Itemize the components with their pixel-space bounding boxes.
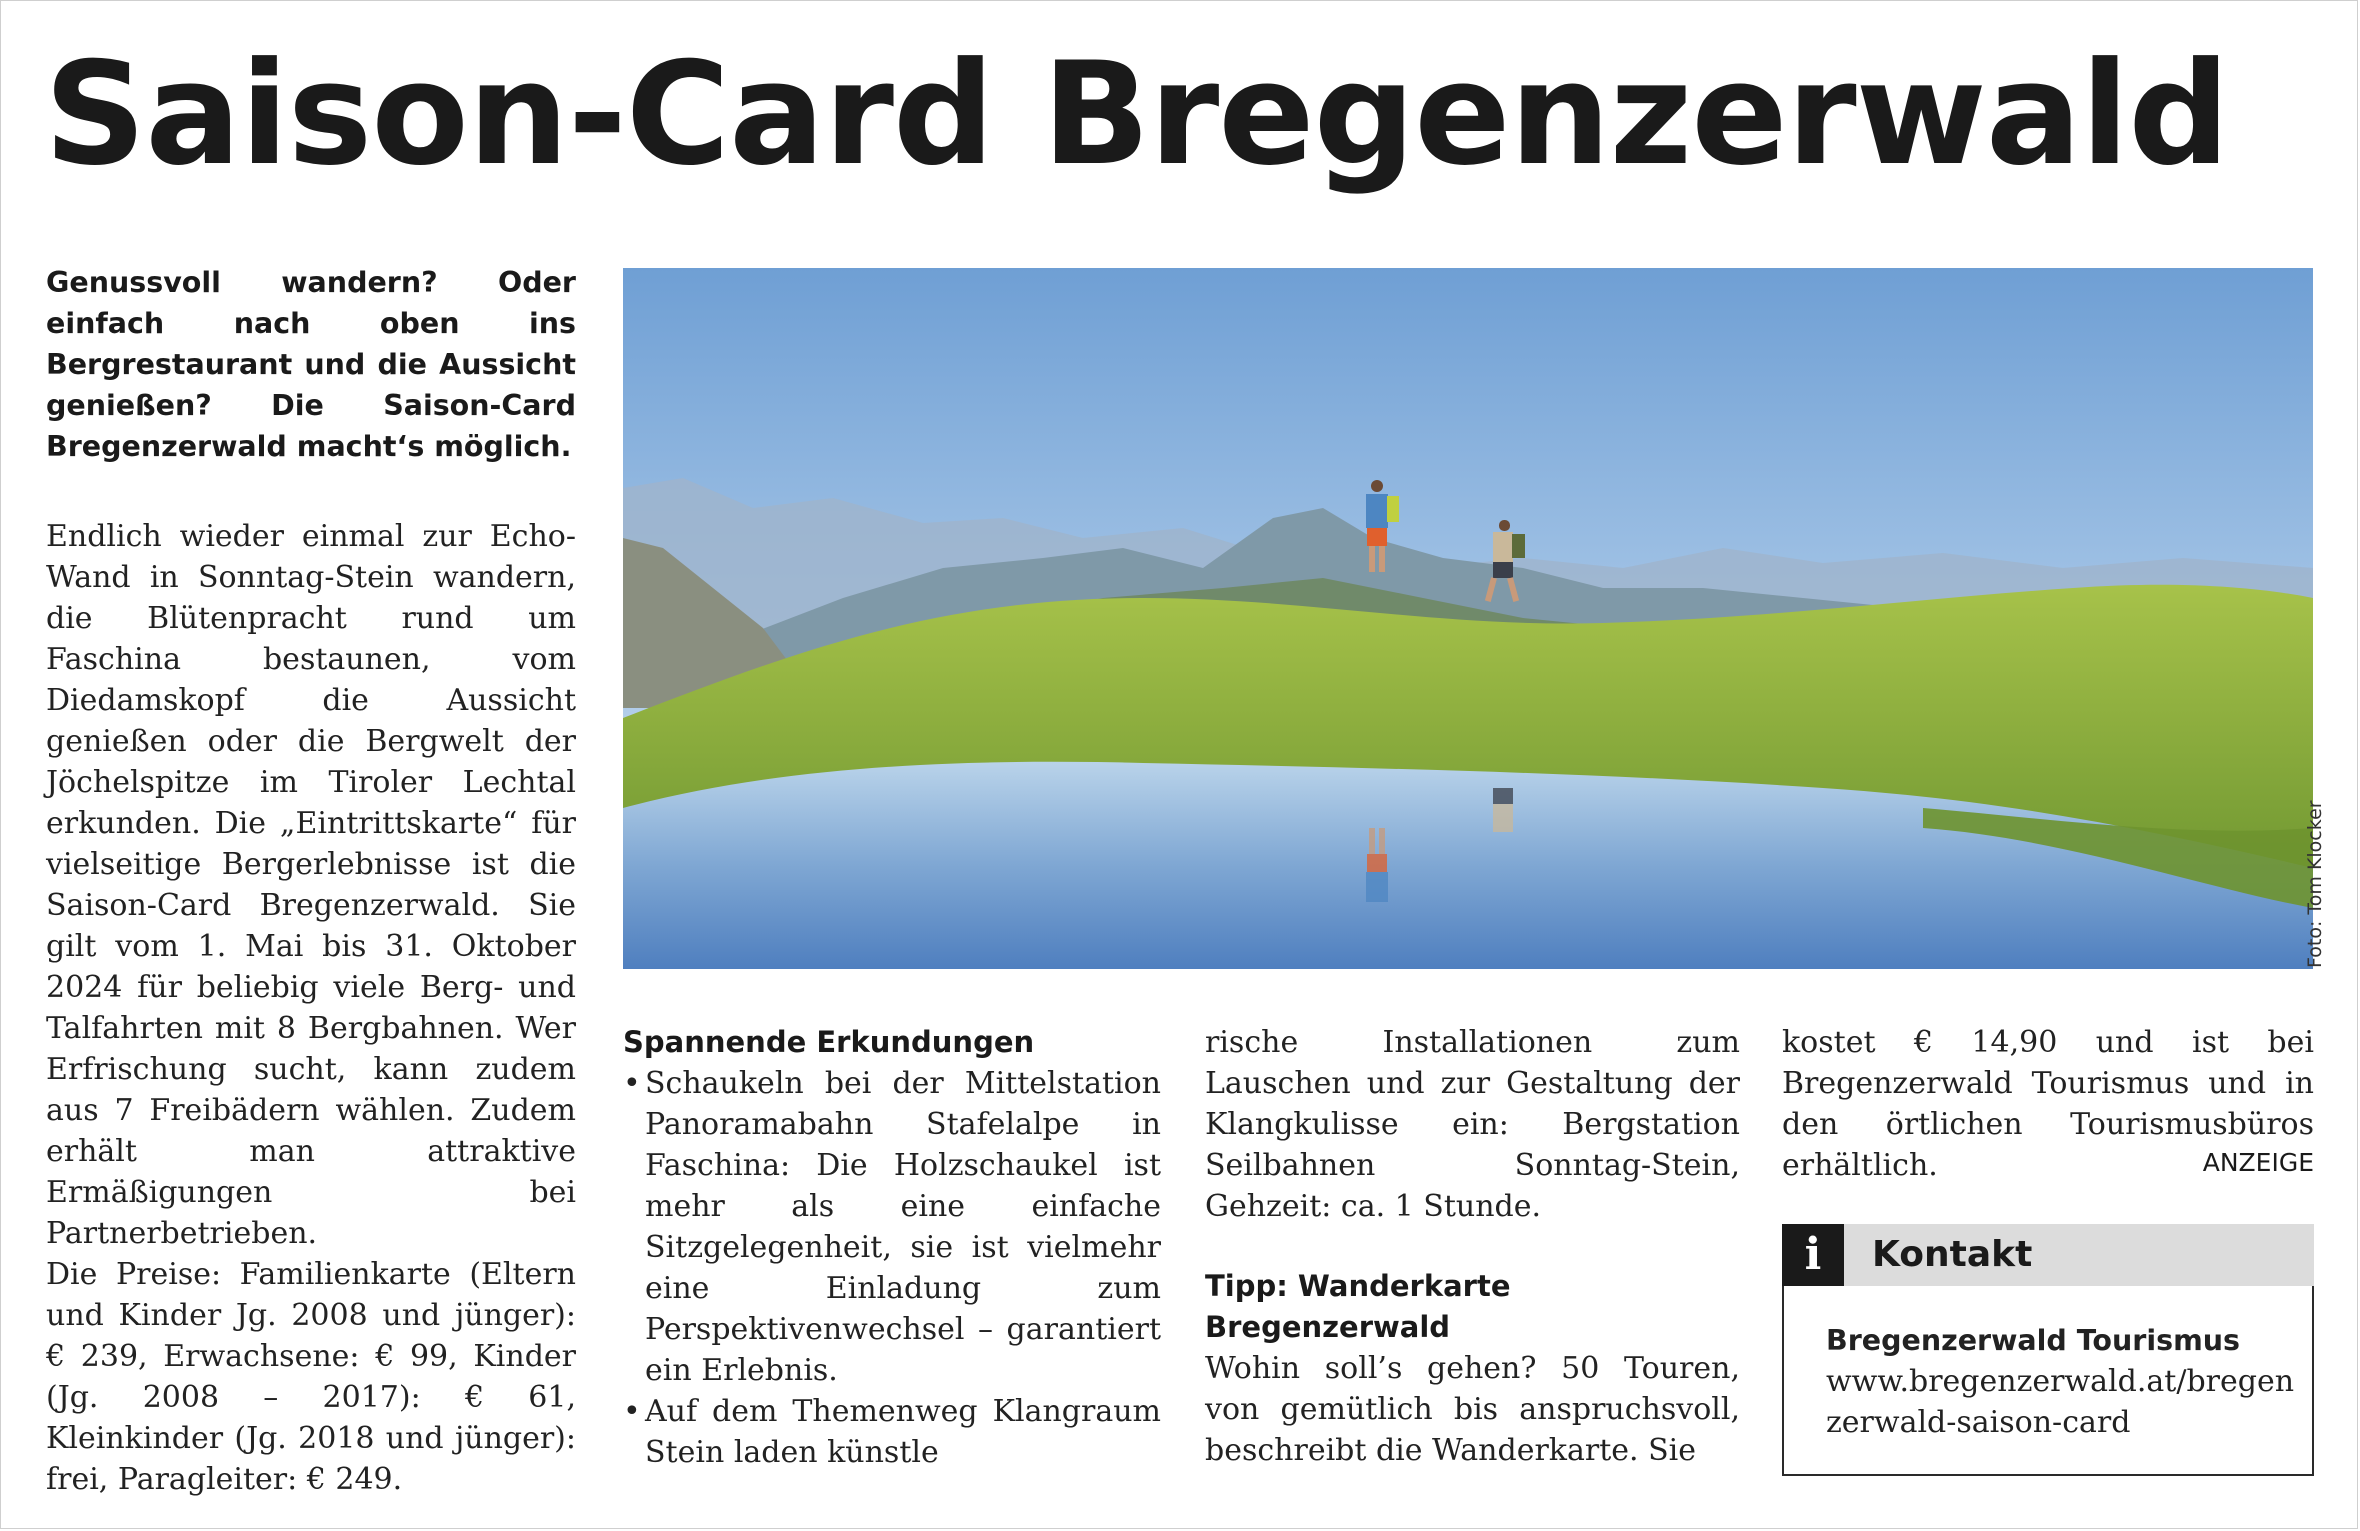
column-4 [1782, 1022, 2314, 1183]
contact-title: Kontakt [1872, 1234, 2033, 1275]
erkundungen-list [623, 1063, 1161, 1473]
contact-header [1782, 1224, 2314, 1286]
section-title-erkundungen: Spannende Erkundungen [623, 1025, 1035, 1059]
wanderkarte-text: Wohin soll’s gehen? 50 Touren, von gemütlich bis anspruchsvoll, beschreibt die Wanderkarte. Sie [1205, 1351, 1740, 1468]
contact-box [1782, 1224, 2314, 1476]
contact-organization: Bregenzerwald Tourismus [1826, 1324, 2241, 1357]
list-item: • Auf dem Themenweg Klangraum Stein laden künstle [623, 1391, 1161, 1473]
body-paragraph-1: Endlich wieder einmal zur Echo-Wand in Sonntag-Stein wandern, die Blütenpracht rund um Faschina bestaunen, vom Diedamskopf die Aussicht genießen oder die Bergwelt der Jöchelspitze im Tiroler Lechtal erkunden. Die „Eintrittskarte“ für vielseitige Bergerlebnisse ist die Saison-Card Bregenzerwald. Sie gilt vom 1. Mai bis 31. Oktober 2024 für beliebig viele Berg- und Talfahrten mit 8 Bergbahnen. Wer Erfrischung sucht, kann zudem aus 7 Freibädern wählen. Zudem erhält man attraktive Ermäßigungen bei Partnerbetrieben. [46, 519, 576, 1251]
body-column [46, 516, 576, 1500]
section-title-wanderkarte: Tipp: Wanderkarte Bregenzerwald [1205, 1269, 1511, 1344]
lead-paragraph: Genussvoll wandern? Oder einfach nach oben ins Bergrestaurant und die Aussicht genießen? Die Saison-Card Bregenzerwald macht‘s möglich. [46, 266, 576, 463]
ad-label: ANZEIGE [2202, 1148, 2314, 1177]
photo-credit: Foto: Tom Klocker [2304, 800, 2326, 968]
contact-details [1826, 1320, 2296, 1443]
wanderkarte-continuation: kostet € 14,90 und ist bei Bregenzerwald Tourismus und in den örtlichen Tourismusbüros erhältlich. [1782, 1025, 2314, 1183]
list-item: • Schaukeln bei der Mittelstation Panoramabahn Stafelalpe in Faschina: Die Holzschaukel ist mehr als eine einfache Sitzgelegenheit, sie ist vielmehr eine Einladung zum Perspektivenwechsel – garantiert ein Erlebnis. [623, 1063, 1161, 1391]
info-icon: i [1782, 1224, 1844, 1286]
hikers-mountain-lake-photo [623, 268, 2313, 969]
body-paragraph-2: Die Preise: Familienkarte (Eltern und Kinder Jg. 2008 und jünger): € 239, Erwachsene: € 99, Kinder (Jg. 2008 – 2017): € 61, Kleinkinder (Jg. 2018 und jünger): frei, Paragleiter: € 249. [46, 1257, 576, 1497]
column-2 [623, 1022, 1161, 1473]
headline: Saison-Card Bregenzerwald [44, 32, 2229, 197]
contact-url[interactable]: www.bregenzerwald.at/bregenzerwald-saison-card [1826, 1364, 2295, 1440]
column-3 [1205, 1022, 1740, 1471]
erkundungen-continuation: rische Installationen zum Lauschen und zur Gestaltung der Klangkulisse ein: Bergstation Seilbahnen Sonntag-Stein, Gehzeit: ca. 1 Stunde. [1205, 1025, 1740, 1224]
